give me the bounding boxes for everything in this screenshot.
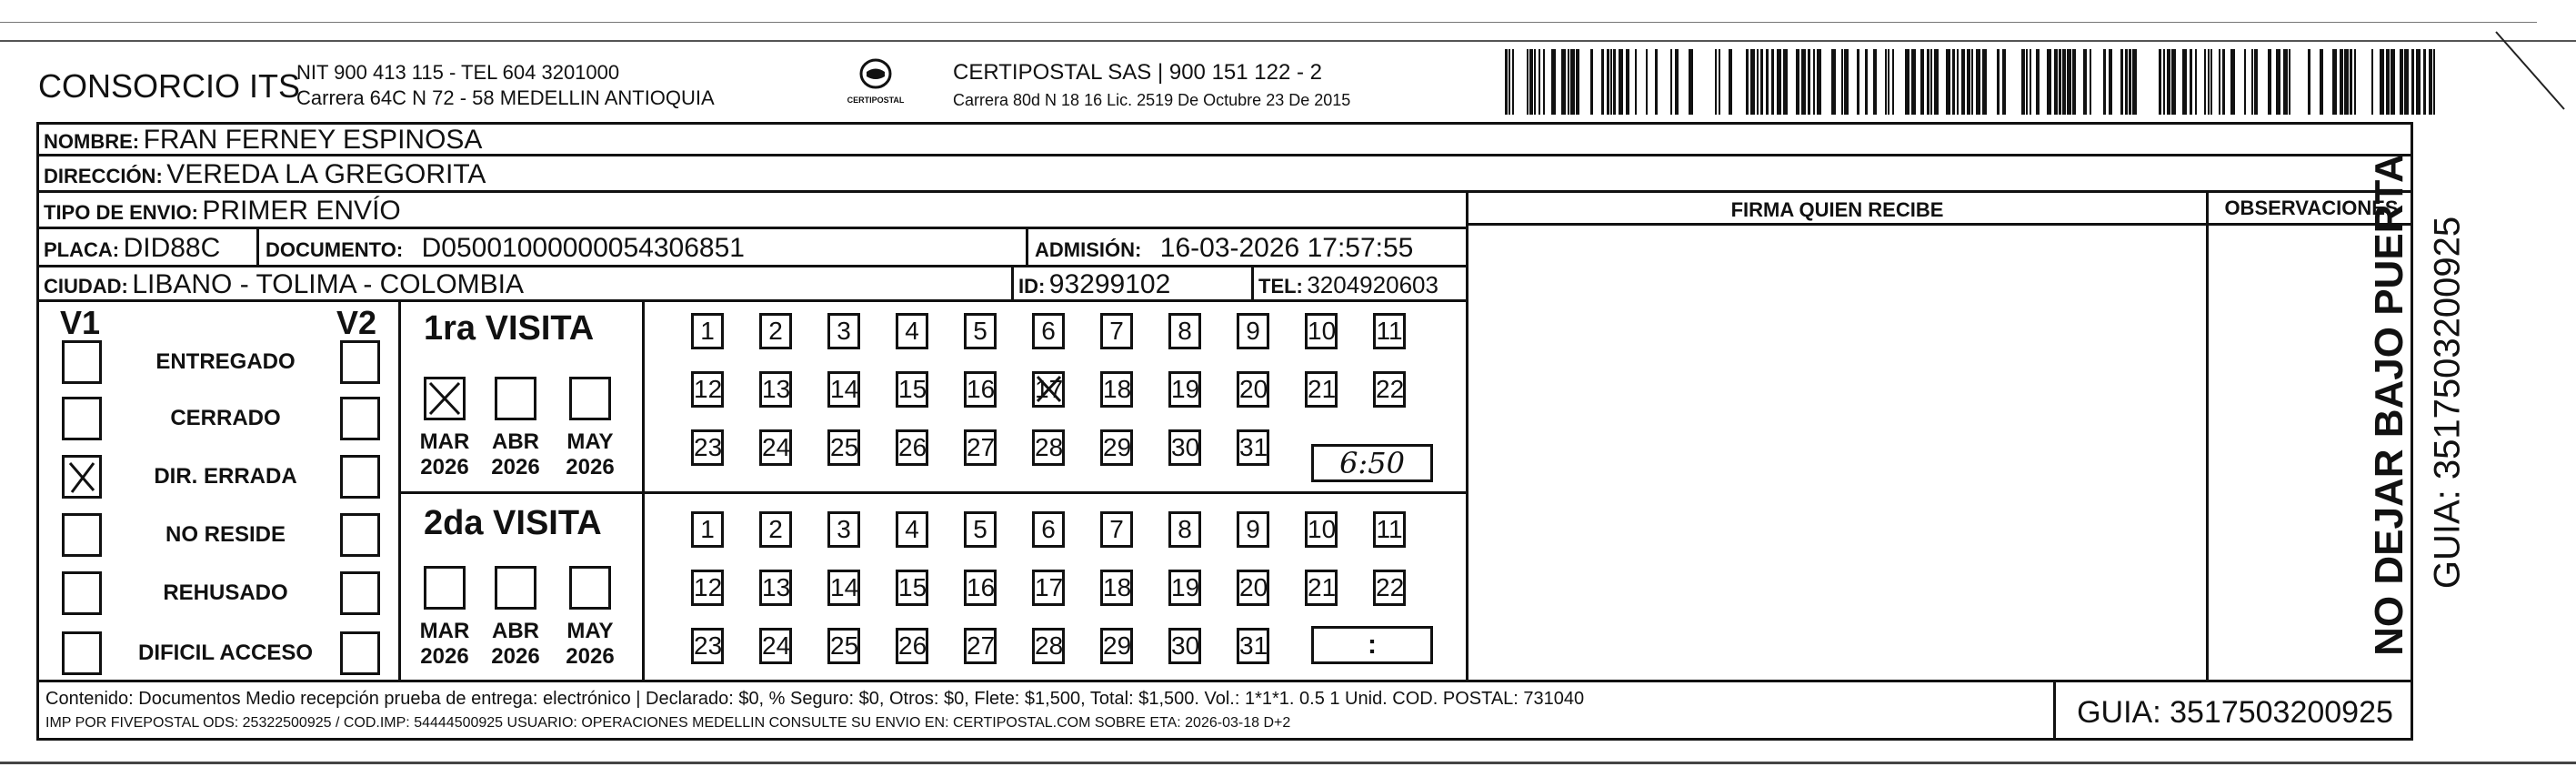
day-box[interactable]: 14 [827,570,860,606]
day-box[interactable]: 20 [1237,371,1269,408]
scan-edge-line [0,22,2537,23]
day-box[interactable]: 30 [1168,429,1201,466]
day-box[interactable]: 3 [827,313,860,349]
month-label [484,619,547,670]
v2-checkbox[interactable] [340,631,380,675]
day-box[interactable]: 25 [827,628,860,664]
month-name: MAY [566,429,614,454]
id-value: 93299102 [1048,269,1171,299]
day-box[interactable]: 7 [1100,511,1133,548]
day-box[interactable]: 22 [1373,570,1406,606]
id-field [1018,269,1170,300]
status-label: CERRADO [170,406,281,430]
day-box[interactable]: 6 [1032,313,1065,349]
month-year: 2026 [566,644,615,669]
day-box[interactable]: 28 [1032,628,1065,664]
month-checkbox[interactable] [495,377,536,420]
city-label: CIUDAD: [44,275,128,298]
v2-checkbox[interactable] [340,513,380,557]
day-box[interactable]: 2 [759,313,792,349]
admission-label: ADMISIÓN: [1035,238,1142,261]
day-box[interactable]: 6 [1032,511,1065,548]
document-field [266,233,745,264]
id-label: ID: [1018,275,1046,298]
v1-checkbox[interactable] [62,631,102,675]
v1-checkbox[interactable] [62,513,102,557]
day-box[interactable]: 30 [1168,628,1201,664]
scan-corner-artifact [2491,27,2573,118]
day-box[interactable]: 4 [896,313,928,349]
day-box[interactable]: 8 [1168,511,1201,548]
day-box[interactable]: 21 [1305,570,1338,606]
day-box[interactable]: 20 [1237,570,1269,606]
day-box[interactable]: 23 [691,429,724,466]
v1-checkbox[interactable] [62,571,102,615]
v1-checkbox[interactable] [62,455,102,499]
day-box[interactable]: 2 [759,511,792,548]
day-box[interactable]: 1 [691,511,724,548]
month-label [484,429,547,480]
admission-value: 16-03-2026 17:57:55 [1159,233,1414,263]
month-checkbox[interactable] [424,377,466,420]
observations-label: OBSERVACIONES [2224,197,2399,219]
day-box[interactable]: 10 [1305,511,1338,548]
month-checkbox[interactable] [569,377,611,420]
admission-divider [1026,229,1028,267]
day-box[interactable]: 7 [1100,313,1133,349]
v2-checkbox[interactable] [340,397,380,440]
status-label: DIFICIL ACCESO [137,641,313,665]
day-box[interactable]: 24 [759,628,792,664]
status-label: ENTREGADO [155,349,296,374]
day-box[interactable]: 5 [964,511,997,548]
footer-guia: GUIA: 3517503200925 [2077,695,2393,730]
company-name: CONSORCIO ITS [38,67,301,105]
month-label [413,619,476,670]
v2-label: V2 [336,304,377,341]
scan-edge-line [0,40,2576,42]
type-field [44,196,401,227]
company-nit: NIT 900 413 115 - TEL 604 3201000 [296,61,620,84]
month-label [558,429,622,480]
tel-field [1258,271,1438,299]
month-year: 2026 [491,644,540,669]
day-box[interactable]: 28 [1032,429,1065,466]
month-label [558,619,622,670]
tel-label: TEL: [1258,275,1303,298]
v1-checkbox[interactable] [62,397,102,440]
first-visit-title: 1ra VISITA [424,309,595,348]
day-box[interactable]: 19 [1168,570,1201,606]
certipostal-logo [835,56,917,111]
day-box[interactable]: 14 [827,371,860,408]
signature-column [1466,193,2209,680]
side-guia: GUIA: 3517503200925 [2427,216,2468,590]
type-value: PRIMER ENVÍO [202,196,401,226]
day-box[interactable]: 11 [1373,313,1406,349]
second-visit-title: 2da VISITA [424,504,602,542]
day-box[interactable]: 1 [691,313,724,349]
v2-checkbox[interactable] [340,455,380,499]
day-box[interactable]: 31 [1237,628,1269,664]
day-box[interactable]: 12 [691,570,724,606]
day-box[interactable]: 5 [964,313,997,349]
month-checkbox[interactable] [569,566,611,610]
day-box[interactable]: 29 [1100,628,1133,664]
day-box[interactable]: 15 [896,570,928,606]
month-name: MAY [566,619,614,643]
v1-label: V1 [60,304,101,341]
type-label: TIPO DE ENVIO: [44,201,198,224]
day-box[interactable]: 18 [1100,371,1133,408]
day-box[interactable]: 9 [1237,511,1269,548]
month-year: 2026 [420,455,469,479]
day-box[interactable]: 27 [964,429,997,466]
carrier-address: Carrera 80d N 18 16 Lic. 2519 De Octubre 23 De 2015 [953,91,1351,109]
name-value: FRAN FERNEY ESPINOSA [143,125,483,155]
day-box[interactable]: 19 [1168,371,1201,408]
plate-value: DID88C [123,233,221,263]
day-box[interactable]: 24 [759,429,792,466]
tel-value: 3204920603 [1307,271,1438,298]
scan-edge-line [0,762,2576,764]
id-divider [1011,267,1014,302]
v2-checkbox[interactable] [340,340,380,384]
second-visit-time: : [1368,630,1377,660]
first-visit-time: 6:50 [1339,446,1405,480]
month-checkbox[interactable] [495,566,536,610]
document-label: DOCUMENTO: [266,238,404,261]
footer-content-line: Contenido: Documentos Medio recepción prueba de entrega: electrónico | Declarado: $0, % Seguro: $0, Otros: $0, Flete: $1,500, Total: $1,500. Vol.: 1*1*1. 0.5 1 Unid. COD. POSTAL: 731040 [45,689,1585,709]
v2-checkbox[interactable] [340,571,380,615]
day-box[interactable]: 17 [1032,570,1065,606]
status-label: REHUSADO [163,580,288,605]
footer-imp-line: IMP POR FIVEPOSTAL ODS: 25322500925 / COD.IMP: 54444500925 USUARIO: OPERACIONES MEDELLIN CONSULTE SU ENVIO EN: CERTIPOSTAL.COM SOBRE ETA: 2026-03-18 D+2 [45,715,1291,731]
plate-divider [256,229,259,267]
day-box[interactable]: 26 [896,429,928,466]
document-value: D05001000000054306851 [421,233,745,263]
logo-caption: CERTIPOSTAL [847,96,905,105]
month-year: 2026 [420,644,469,669]
name-field [44,125,482,156]
footer-guia-divider [2053,680,2056,741]
company-address: Carrera 64C N 72 - 58 MEDELLIN ANTIOQUIA [296,86,715,109]
day-box[interactable] [1032,371,1065,408]
day-box[interactable]: 16 [964,570,997,606]
side-warning: NO DEJAR BAJO PUERTA [2367,154,2411,656]
month-year: 2026 [491,455,540,479]
month-name: MAR [419,429,470,454]
carrier-info: CERTIPOSTAL SAS | 900 151 122 - 2 [953,60,1322,85]
day-box[interactable]: 18 [1100,570,1133,606]
status-label: NO RESIDE [165,522,286,547]
city-field [44,269,524,300]
day-number: 17 [1035,375,1064,403]
month-label [413,429,476,480]
footer-top-line [36,680,2413,682]
day-box[interactable]: 13 [759,570,792,606]
day-box[interactable]: 22 [1373,371,1406,408]
month-name: ABR [492,429,539,454]
visit-split-line [398,491,1468,494]
month-name: MAR [419,619,470,643]
v1-checkbox[interactable] [62,340,102,384]
signature-label: FIRMA QUIEN RECIBE [1730,198,1944,221]
day-box[interactable]: 9 [1237,313,1269,349]
day-box[interactable]: 10 [1305,313,1338,349]
day-box[interactable]: 15 [896,371,928,408]
address-value: VEREDA LA GREGORITA [166,159,486,189]
signature-header-line [1466,223,2413,226]
day-box[interactable]: 3 [827,511,860,548]
plate-field [44,233,220,264]
name-label: NOMBRE: [44,130,140,153]
admission-field [1035,233,1413,264]
city-value: LIBANO - TOLIMA - COLOMBIA [132,269,525,299]
address-label: DIRECCIÓN: [44,165,163,187]
day-box[interactable]: 23 [691,628,724,664]
day-box[interactable]: 4 [896,511,928,548]
tel-divider [1251,267,1254,302]
day-box[interactable]: 26 [896,628,928,664]
day-box[interactable]: 25 [827,429,860,466]
day-box[interactable]: 16 [964,371,997,408]
month-name: ABR [492,619,539,643]
day-box[interactable]: 13 [759,371,792,408]
day-box[interactable]: 11 [1373,511,1406,548]
day-box[interactable]: 27 [964,628,997,664]
first-visit-time-box[interactable] [1311,444,1433,482]
day-box[interactable]: 12 [691,371,724,408]
barcode [1505,49,2441,115]
plate-label: PLACA: [44,238,120,261]
month-checkbox[interactable] [424,566,466,610]
status-label: DIR. ERRADA [154,464,297,489]
day-box[interactable]: 29 [1100,429,1133,466]
address-field [44,159,486,190]
month-year: 2026 [566,455,615,479]
day-box[interactable]: 8 [1168,313,1201,349]
day-box[interactable]: 31 [1237,429,1269,466]
second-visit-time-box[interactable] [1311,626,1433,664]
day-box[interactable]: 21 [1305,371,1338,408]
